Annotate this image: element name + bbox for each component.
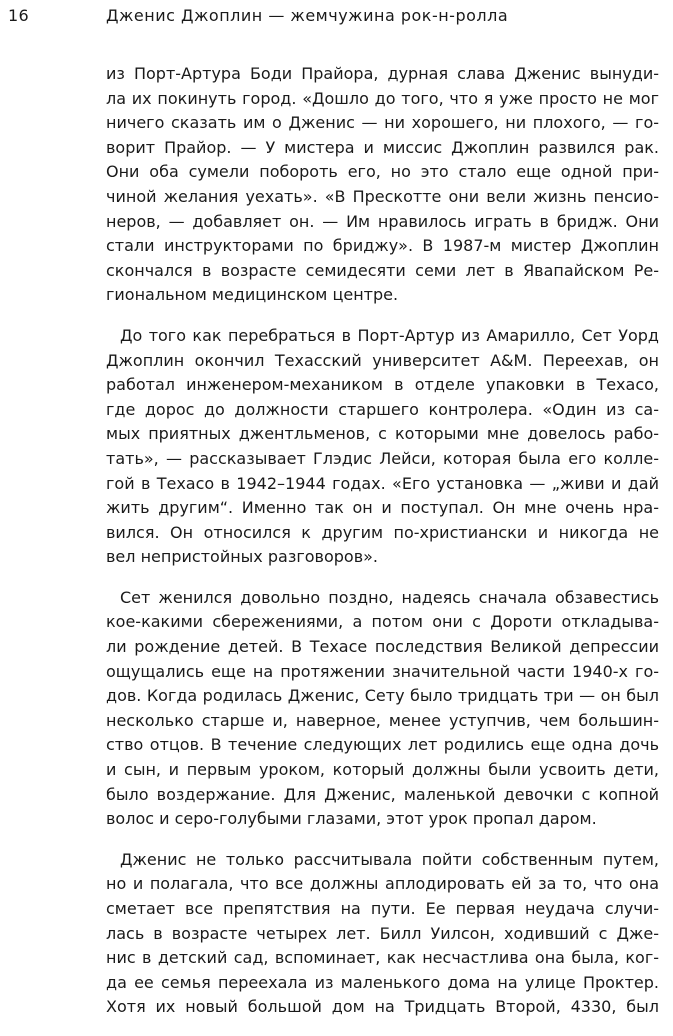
text-line: жить другим“. Именно так он и поступал. Он мне очень нра-: [106, 498, 659, 518]
text-line: дов. Когда родилась Дженис, Сету было тридцать три — он был: [106, 686, 659, 706]
text-line: Дженис не только рассчитывала пойти собственным путем,: [120, 849, 659, 869]
page-number: 16: [8, 6, 29, 25]
text-line: ла их покинуть город. «Дошло до того, что я уже просто не мог: [106, 88, 659, 108]
text-line: ли рождение детей. В Техасе последствия Великой депрессии: [106, 637, 659, 657]
text-line: кое-какими сбережениями, а потом они с Дороти откладыва-: [106, 612, 659, 632]
page-header: [0, 6, 673, 32]
text-line: ворит Прайор. — У мистера и миссис Джоплин развился рак.: [106, 137, 659, 157]
text-line: стали инструкторами по бриджу». В 1987-м мистер Джоплин: [106, 236, 659, 256]
text-line: лась в возрасте четырех лет. Билл Уилсон, ходивший с Дже-: [106, 923, 659, 943]
text-line: и сын, и первым уроком, который должны были усвоить дети,: [106, 760, 659, 780]
text-line: из Порт-Артура Боди Прайора, дурная слава Дженис вынуди-: [106, 64, 659, 83]
text-line: тать», — рассказывает Глэдис Лейси, которая была его колле-: [106, 448, 659, 468]
text-line: сметает все препятствия на пути. Ее первая неудача случи-: [106, 899, 659, 918]
text-line: но и полагала, что все должны аплодировать ей за то, что она: [106, 874, 659, 894]
text-line: вел непристойных разговоров».: [106, 547, 378, 567]
text-line: работал инженером-механиком в отделе упаковки в Техасо,: [106, 375, 659, 395]
text-line: ство отцов. В течение следующих лет родились еще одна дочь: [106, 735, 659, 755]
text-line: да ее семья переехала из маленького дома на улице Проктер.: [106, 972, 659, 992]
paragraph-1: [106, 62, 659, 308]
running-title: Дженис Джоплин — жемчужина рок-н-ролла: [106, 6, 509, 25]
paragraph-3: [106, 586, 659, 832]
text-line: вился. Он относился к другим по-христиански и никогда не: [106, 522, 659, 542]
text-line: скончался в возрасте семидесяти семи лет в Явапайском Ре-: [106, 260, 659, 280]
text-line: Хотя их новый большой дом на Тридцать Второй, 4330, был: [106, 997, 659, 1017]
text-line: нис в детский сад, вспоминает, как несчастлива она была, ког-: [106, 948, 659, 968]
text-line: было воздержание. Для Дженис, маленькой девочки с копной: [106, 784, 659, 804]
text-line: несколько старше и, наверное, менее уступчив, чем большин-: [106, 710, 659, 730]
text-line: где дорос до должности старшего контролера. «Один из са-: [106, 399, 659, 419]
paragraph-2: [106, 324, 659, 570]
text-line: Сет женился довольно поздно, надеясь сначала обзавестись: [120, 587, 659, 607]
text-line: волос и серо-голубыми глазами, этот урок пропал даром.: [106, 809, 597, 829]
body-text: [106, 62, 659, 1036]
text-line: Джоплин окончил Техасский университет A&M. Переехав, он: [106, 350, 659, 370]
text-line: До того как перебраться в Порт-Артур из Амарилло, Сет Уорд: [120, 325, 659, 345]
text-line: гиональном медицинском центре.: [106, 285, 399, 305]
text-line: ощущались еще на протяжении значительной части 1940-х го-: [106, 661, 659, 681]
text-line: чиной желания уехать». «В Прескотте они вели жизнь пенсио-: [106, 186, 659, 206]
text-line: Они оба сумели побороть его, но это стало еще одной при-: [106, 162, 659, 182]
text-line: мых приятных джентльменов, с которыми мне довелось рабо-: [106, 424, 659, 444]
text-line: неров, — добавляет он. — Им нравилось играть в бридж. Они: [106, 211, 659, 231]
text-line: гой в Техасо в 1942–1944 годах. «Его установка — „живи и дай: [106, 473, 659, 493]
paragraph-4: [106, 848, 659, 1020]
text-line: ничего сказать им о Дженис — ни хорошего, ни плохого, — го-: [106, 113, 659, 133]
